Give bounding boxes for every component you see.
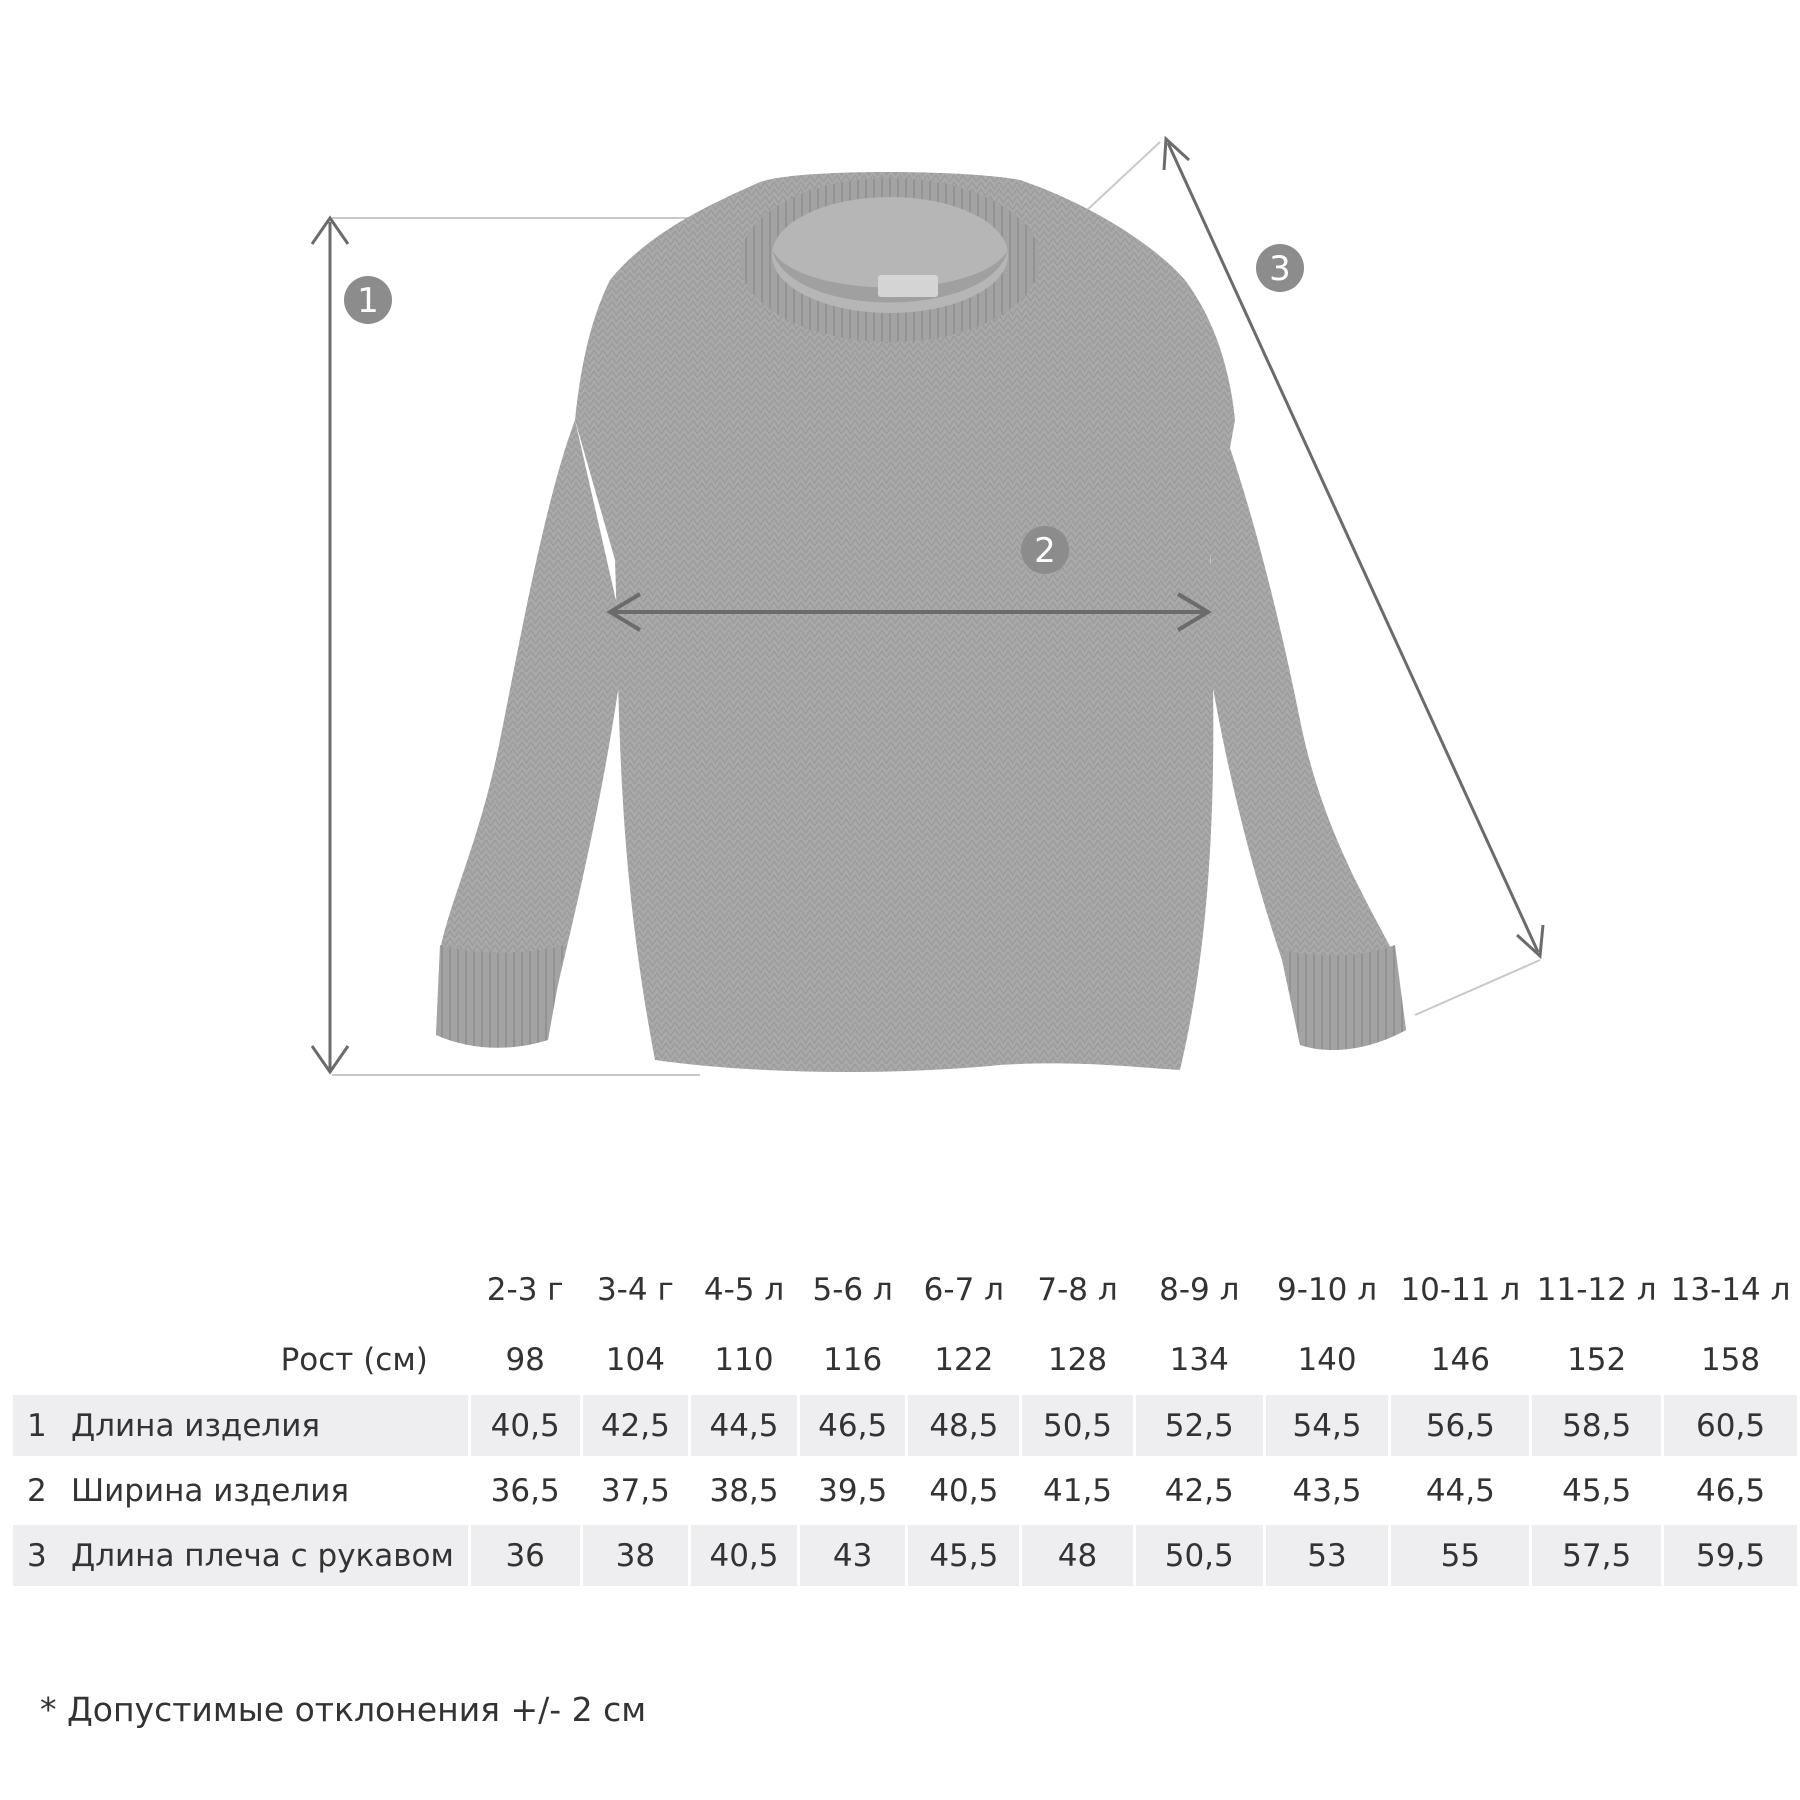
svg-text:3: 3 xyxy=(1269,249,1291,289)
age-header-cell: 8-9 л xyxy=(1159,1272,1240,1308)
age-header-cell: 4-5 л xyxy=(703,1272,785,1308)
age-header-cell: 9-10 л xyxy=(1277,1272,1378,1308)
measurement-value-cell: 38,5 xyxy=(709,1472,779,1509)
measurement-value-cell: 44,5 xyxy=(1425,1472,1495,1509)
age-header-cell: 5-6 л xyxy=(812,1272,893,1308)
age-header-cell: 11-12 л xyxy=(1536,1272,1657,1308)
height-value-cell: 146 xyxy=(1430,1342,1490,1378)
measurement-value-cell: 43 xyxy=(800,1525,906,1586)
height-label: Рост (см) xyxy=(280,1342,428,1378)
row-label: Ширина изделия xyxy=(71,1472,349,1509)
measurement-label-cell xyxy=(13,1460,468,1521)
row-number: 1 xyxy=(27,1407,47,1444)
svg-text:2: 2 xyxy=(1034,531,1056,571)
height-value-cell: 140 xyxy=(1297,1342,1357,1378)
length-arrow xyxy=(312,218,348,1072)
height-value-cell: 122 xyxy=(934,1342,994,1378)
measurement-value-cell: 48 xyxy=(1022,1525,1133,1586)
measurement-value-cell: 53 xyxy=(1266,1525,1389,1586)
measurement-value-cell: 45,5 xyxy=(1562,1472,1632,1509)
age-header-cell: 6-7 л xyxy=(923,1272,1004,1308)
height-value-cell: 104 xyxy=(605,1342,665,1378)
measurement-value-cell: 52,5 xyxy=(1136,1395,1263,1456)
measurement-value-cell: 59,5 xyxy=(1664,1525,1797,1586)
measurement-label-cell xyxy=(13,1525,468,1586)
marker-2 xyxy=(1021,526,1069,574)
measurement-value-cell: 40,5 xyxy=(929,1472,999,1509)
age-header-cell: 3-4 г xyxy=(596,1272,674,1308)
measurement-value-cell: 50,5 xyxy=(1136,1525,1263,1586)
measurement-value-cell: 46,5 xyxy=(1696,1472,1766,1509)
age-header-cell: 10-11 л xyxy=(1400,1272,1521,1308)
measurement-value-cell: 57,5 xyxy=(1532,1525,1661,1586)
age-header-cell: 2-3 г xyxy=(486,1272,564,1308)
height-value-cell: 128 xyxy=(1047,1342,1108,1378)
marker-3 xyxy=(1256,244,1304,292)
row-label: Длина плеча с рукавом xyxy=(71,1537,454,1574)
measurement-value-cell: 42,5 xyxy=(1164,1472,1234,1509)
age-header-cell: 7-8 л xyxy=(1037,1272,1118,1308)
tolerance-footnote: * Допустимые отклонения +/- 2 см xyxy=(40,1690,647,1729)
measurement-value-cell: 56,5 xyxy=(1391,1395,1529,1456)
measurement-value-cell: 45,5 xyxy=(908,1525,1019,1586)
age-header-row xyxy=(13,1255,1797,1325)
height-value-cell: 98 xyxy=(505,1342,545,1378)
row-number: 3 xyxy=(27,1537,47,1574)
measurement-row xyxy=(13,1395,1797,1456)
row-number: 2 xyxy=(27,1472,47,1509)
measurement-label-cell xyxy=(13,1395,468,1456)
measurement-row xyxy=(13,1525,1797,1586)
measurement-value-cell: 43,5 xyxy=(1292,1472,1362,1509)
marker-1 xyxy=(344,276,392,324)
measurement-value-cell: 50,5 xyxy=(1022,1395,1133,1456)
height-value-cell: 134 xyxy=(1169,1342,1229,1378)
measurement-row xyxy=(13,1460,1797,1521)
svg-text:1: 1 xyxy=(357,281,379,321)
row-label: Длина изделия xyxy=(71,1407,321,1444)
sweater-image xyxy=(436,172,1406,1072)
measurement-value-cell: 36,5 xyxy=(490,1472,560,1509)
measurement-value-cell: 44,5 xyxy=(691,1395,797,1456)
measurement-value-cell: 54,5 xyxy=(1266,1395,1389,1456)
measurement-value-cell: 58,5 xyxy=(1532,1395,1661,1456)
height-value-cell: 158 xyxy=(1700,1342,1761,1378)
measurement-value-cell: 41,5 xyxy=(1043,1472,1113,1509)
height-value-cell: 152 xyxy=(1567,1342,1627,1378)
measurement-value-cell: 55 xyxy=(1391,1525,1529,1586)
measurement-value-cell: 36 xyxy=(471,1525,580,1586)
height-value-cell: 110 xyxy=(714,1342,774,1378)
measurement-value-cell: 60,5 xyxy=(1664,1395,1797,1456)
age-header-cell: 13-14 л xyxy=(1670,1272,1791,1308)
measurement-value-cell: 39,5 xyxy=(818,1472,888,1509)
measurement-value-cell: 40,5 xyxy=(471,1395,580,1456)
empty-corner-cell xyxy=(13,1255,468,1325)
measurement-value-cell: 46,5 xyxy=(800,1395,906,1456)
measurement-value-cell: 38 xyxy=(583,1525,689,1586)
measurement-value-cell: 48,5 xyxy=(908,1395,1019,1456)
size-chart-table xyxy=(10,1255,1800,1586)
height-row xyxy=(13,1325,1797,1395)
measurement-value-cell: 40,5 xyxy=(691,1525,797,1586)
measurement-value-cell: 37,5 xyxy=(600,1472,670,1509)
height-value-cell: 116 xyxy=(823,1342,883,1378)
measurement-value-cell: 42,5 xyxy=(583,1395,689,1456)
